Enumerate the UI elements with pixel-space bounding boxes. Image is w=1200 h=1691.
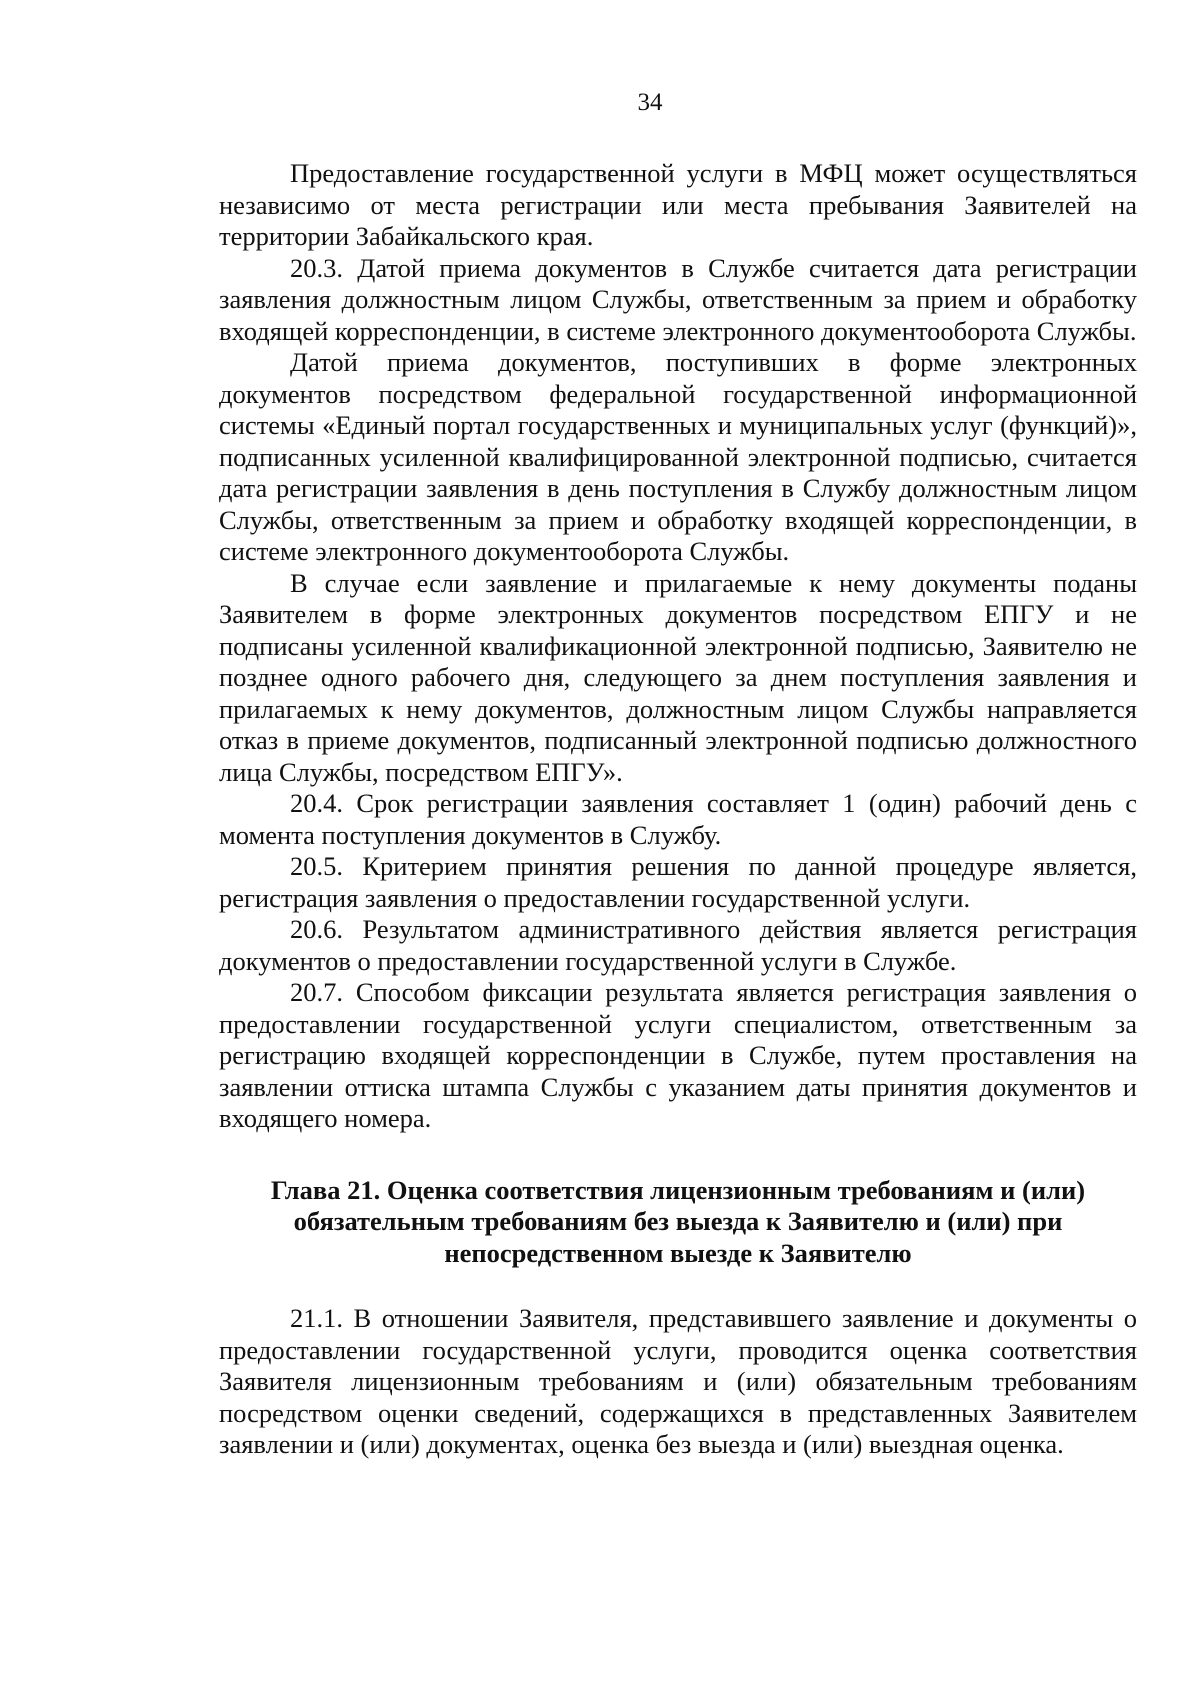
- paragraph-mfc: Предоставление государственной услуги в МФЦ может осуществляться независимо от места регистрации или места пребывания Заявителей на территории Забайкальского края.: [219, 158, 1137, 251]
- paragraph-20-6: 20.6. Результатом административного действия является регистрация документов о предоставлении государственной услуги в Службе.: [219, 914, 1137, 976]
- document-body: [219, 158, 1137, 1461]
- paragraph-electronic-date: Датой приема документов, поступивших в форме электронных документов посредством федеральной государственной информационной системы «Единый портал государственных и муниципальных услуг (функций)», подписанных усиленной квалифицированной электронной подписью, считается дата регистрации заявления в день поступления в Службу должностным лицом Службы, ответственным за прием и обработку входящей корреспонденции, в системе электронного документооборота Службы.: [219, 347, 1137, 566]
- paragraph-20-7: 20.7. Способом фиксации результата является регистрация заявления о предоставлении государственной услуги специалистом, ответственным за регистрацию входящей корреспонденции в Службе, путем проставления на заявлении оттиска штампа Службы с указанием даты принятия документов и входящего номера.: [219, 977, 1137, 1133]
- paragraph-21-1: 21.1. В отношении Заявителя, представившего заявление и документы о предоставлении государственной услуги, проводится оценка соответствия Заявителя лицензионным требованиям и (или) обязательным требованиям посредством оценки сведений, содержащихся в представленных Заявителем заявлении и (или) документах, оценка без выезда и (или) выездная оценка.: [219, 1303, 1137, 1459]
- paragraph-20-5: 20.5. Критерием принятия решения по данной процедуре является, регистрация заявления о предоставлении государственной услуги.: [219, 851, 1137, 913]
- paragraph-20-3: 20.3. Датой приема документов в Службе считается дата регистрации заявления должностным лицом Службы, ответственным за прием и обработку входящей корреспонденции, в системе электронного документооборота Службы.: [219, 252, 1137, 346]
- chapter-21-heading: Глава 21. Оценка соответствия лицензионным требованиям и (или) обязательным требованиям без выезда к Заявителю и (или) при непосредственном выезде к Заявителю: [270, 1174, 1086, 1268]
- paragraph-20-4: 20.4. Срок регистрации заявления составляет 1 (один) рабочий день с момента поступления документов в Службу.: [219, 788, 1137, 850]
- paragraph-epgu-refusal: В случае если заявление и прилагаемые к нему документы поданы Заявителем в форме электронных документов посредством ЕПГУ и не подписаны усиленной квалификационной электронной подписью, Заявителю не позднее одного рабочего дня, следующего за днем поступления заявления и прилагаемых к нему документов, должностным лицом Службы направляется отказ в приеме документов, подписанный электронной подписью должностного лица Службы, посредством ЕПГУ».: [219, 567, 1137, 787]
- page-number: 34: [637, 89, 663, 116]
